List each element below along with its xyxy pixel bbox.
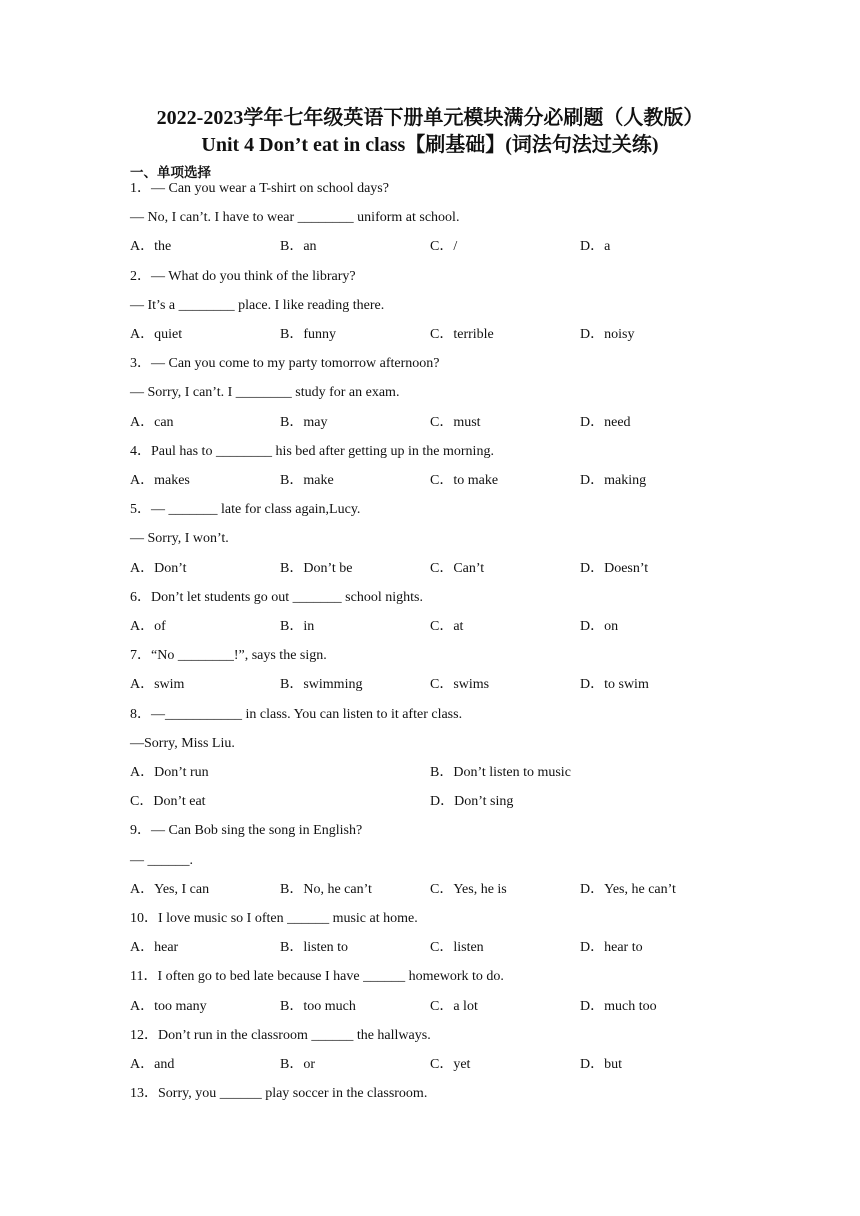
answer-option: B．in — [280, 619, 315, 634]
answer-option: C．to make — [430, 473, 499, 488]
answer-option: A．hear — [130, 940, 179, 955]
answer-option: A．Yes, I can — [130, 882, 210, 897]
answer-option: C．yet — [430, 1057, 471, 1072]
answer-option: C．must — [430, 415, 481, 430]
worksheet-title: 2022-2023学年七年级英语下册单元模块满分必刷题（人教版） — [156, 107, 704, 129]
question-stem: 13．Sorry, you ______ play soccer in the classroom. — [130, 1086, 428, 1101]
answer-option: D．Doesn’t — [580, 561, 649, 576]
answer-option: D．Yes, he can’t — [580, 882, 676, 897]
answer-option: C．/ — [430, 239, 458, 254]
answer-option: D．but — [580, 1057, 622, 1072]
question-line: — No, I can’t. I have to wear ________ uniform at school. — [130, 210, 460, 225]
answer-option: B．make — [280, 473, 334, 488]
answer-option: D．on — [580, 619, 619, 634]
question-stem: 3．— Can you come to my party tomorrow afternoon? — [130, 356, 440, 371]
answer-option: B．or — [280, 1057, 315, 1072]
question-stem: 10．I love music so I often ______ music at home. — [130, 911, 418, 926]
question-line: — Sorry, I won’t. — [130, 531, 229, 546]
answer-option: B．may — [280, 415, 328, 430]
question-stem: 11．I often go to bed late because I have ______ homework to do. — [130, 969, 504, 984]
answer-option: B．an — [280, 239, 317, 254]
question-stem: 8．—___________ in class. You can listen to it after class. — [130, 707, 463, 722]
answer-option: D．noisy — [580, 327, 635, 342]
answer-option: D．making — [580, 473, 647, 488]
answer-option: B．No, he can’t — [280, 882, 372, 897]
answer-option: A．swim — [130, 677, 185, 692]
answer-option: D．need — [580, 415, 631, 430]
question-stem: 1．— Can you wear a T-shirt on school days? — [130, 181, 389, 196]
worksheet-subtitle: Unit 4 Don’t eat in class【刷基础】(词法句法过关练) — [201, 134, 659, 156]
question-stem: 9．— Can Bob sing the song in English? — [130, 823, 363, 838]
answer-option: C．terrible — [430, 327, 494, 342]
answer-option: B．swimming — [280, 677, 363, 692]
answer-option: A．of — [130, 619, 166, 634]
question-line: — Sorry, I can’t. I ________ study for an exam. — [130, 385, 400, 400]
answer-option: B．funny — [280, 327, 336, 342]
answer-option: D．to swim — [580, 677, 649, 692]
question-stem: 7．“No ________!”, says the sign. — [130, 648, 327, 663]
answer-option: A．Don’t run — [130, 765, 209, 780]
answer-option: A．and — [130, 1057, 175, 1072]
question-stem: 12．Don’t run in the classroom ______ the hallways. — [130, 1028, 431, 1043]
answer-option: A．Don’t — [130, 561, 187, 576]
question-stem: 4．Paul has to ________ his bed after getting up in the morning. — [130, 444, 494, 459]
answer-option: D．hear to — [580, 940, 643, 955]
section-heading: 一、单项选择 — [130, 165, 211, 181]
answer-option: A．makes — [130, 473, 190, 488]
question-line: — ______. — [130, 853, 193, 868]
question-line: — It’s a ________ place. I like reading there. — [130, 298, 385, 313]
answer-option: B．too much — [280, 999, 356, 1014]
answer-option: B．listen to — [280, 940, 349, 955]
answer-option: C．a lot — [430, 999, 478, 1014]
answer-option: B．Don’t listen to music — [430, 765, 571, 780]
answer-option: C．listen — [430, 940, 484, 955]
answer-option: D．much too — [580, 999, 657, 1014]
answer-option: C．at — [430, 619, 464, 634]
answer-option: C．Yes, he is — [430, 882, 507, 897]
question-line: —Sorry, Miss Liu. — [130, 736, 235, 751]
answer-option: C．Don’t eat — [130, 794, 206, 809]
answer-option: C．swims — [430, 677, 490, 692]
answer-option: A．quiet — [130, 327, 183, 342]
answer-option: D．a — [580, 239, 611, 254]
question-stem: 2．— What do you think of the library? — [130, 269, 356, 284]
answer-option: D．Don’t sing — [430, 794, 514, 809]
answer-option: A．too many — [130, 999, 207, 1014]
answer-option: A．the — [130, 239, 172, 254]
question-stem: 5．— _______ late for class again,Lucy. — [130, 502, 361, 517]
question-stem: 6．Don’t let students go out _______ school nights. — [130, 590, 423, 605]
answer-option: B．Don’t be — [280, 561, 353, 576]
answer-option: A．can — [130, 415, 174, 430]
answer-option: C．Can’t — [430, 561, 485, 576]
